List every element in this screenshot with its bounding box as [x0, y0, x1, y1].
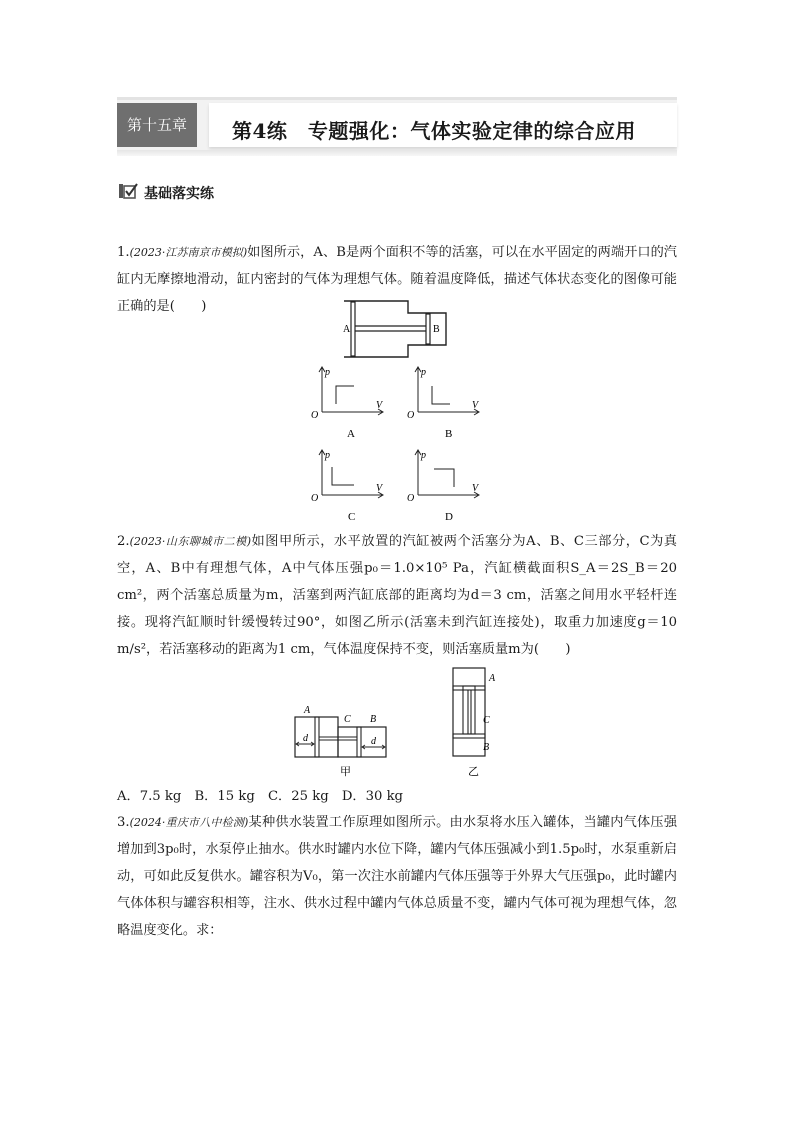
label-d: d	[371, 736, 376, 747]
option-label-c: C	[348, 511, 356, 523]
graph-option-a	[308, 364, 388, 442]
question-number: 1.	[117, 245, 130, 260]
question-source: (2023·山东聊城市二模)	[129, 535, 252, 548]
axis-origin: O	[407, 410, 415, 421]
question-text: 如图甲所示，水平放置的汽缸被两个活塞分为A、B、C三部分，C为真空，A、B中有理想气体，A中气体压强p₀＝1.0×10⁵ Pa，汽缸横截面积S_A＝2S_B＝20 cm²，两个活塞总质量为m，活塞到两汽缸底部的距离均为d＝3 cm，活塞之间用水平轻杆连接。现将汽缸顺时针缓慢转过90°，如图乙所示(活塞未到汽缸连接处)，取重力加速度g＝10 m/s²，若活塞移动的距离为1 cm，气体温度保持不变，则活塞质量m为( )	[117, 534, 677, 657]
label-a: A	[489, 673, 496, 684]
axis-v-label: V	[376, 400, 383, 411]
question-text: 某种供水装置工作原理如图所示。由水泵将水压入罐体，当罐内气体压强增加到3p₀时，水泵停止抽水。供水时罐内水位下降，罐内气体压强减小到1.5p₀时，水泵重新启动，可如此反复供水。罐容积为V₀，第一次注水前罐内气体压强等于外界大气压强p₀，此时罐内气体体积与罐容积相等，注水、供水过程中罐内气体总质量不变，罐内气体可视为理想气体，忽略温度变化。求：	[117, 815, 678, 938]
label-d: d	[303, 733, 308, 744]
option-label-a: A	[347, 428, 355, 440]
answer-choices: A．7.5 kg B．15 kg C．25 kg D．30 kg	[117, 789, 404, 804]
question-number: 3.	[117, 815, 130, 830]
piston-label-b: B	[433, 324, 440, 335]
axis-p-label: p	[421, 367, 426, 378]
question-source: (2023·江苏南京市模拟)	[129, 246, 248, 259]
axis-origin: O	[407, 493, 415, 504]
graph-option-c	[308, 447, 388, 525]
figure-yi	[446, 664, 506, 782]
axis-v-label: V	[472, 400, 479, 411]
axis-p-label: p	[325, 450, 330, 461]
label-b: B	[483, 742, 490, 753]
figure-caption: 乙	[468, 765, 479, 778]
question-2	[117, 528, 677, 663]
option-label-d: D	[445, 511, 453, 523]
title-divider	[117, 150, 677, 156]
page-title: 第4练 专题强化：气体实验定律的综合应用	[232, 119, 636, 143]
question-number: 2.	[117, 534, 130, 549]
option-label-b: B	[445, 428, 453, 440]
axis-p-label: p	[325, 367, 330, 378]
question-source: (2024·重庆市八中检测)	[129, 816, 249, 829]
graph-option-b	[404, 364, 484, 442]
label-c: C	[483, 715, 490, 726]
axis-origin: O	[311, 493, 319, 504]
question-text: 如图所示，A、B是两个面积不等的活塞，可以在水平固定的两端开口的汽缸内无摩擦地滑动，缸内密封的气体为理想气体。随着温度降低，描述气体状态变化的图像可能正确的是( )	[117, 245, 677, 314]
chapter-tab: 第十五章	[117, 103, 197, 147]
label-b: B	[370, 714, 377, 725]
axis-origin: O	[311, 410, 319, 421]
axis-p-label: p	[421, 450, 426, 461]
checklist-icon	[119, 183, 138, 199]
figure-caption: 甲	[340, 765, 351, 778]
section-title: 基础落实练	[144, 186, 214, 202]
piston-label-a: A	[343, 324, 351, 335]
question-3	[117, 809, 677, 944]
label-a: A	[304, 705, 311, 716]
label-c: C	[344, 714, 351, 725]
figure-jia	[290, 700, 396, 780]
axis-v-label: V	[376, 483, 383, 494]
axis-v-label: V	[472, 483, 479, 494]
cylinder-figure	[340, 298, 452, 362]
graph-option-d	[404, 447, 484, 525]
